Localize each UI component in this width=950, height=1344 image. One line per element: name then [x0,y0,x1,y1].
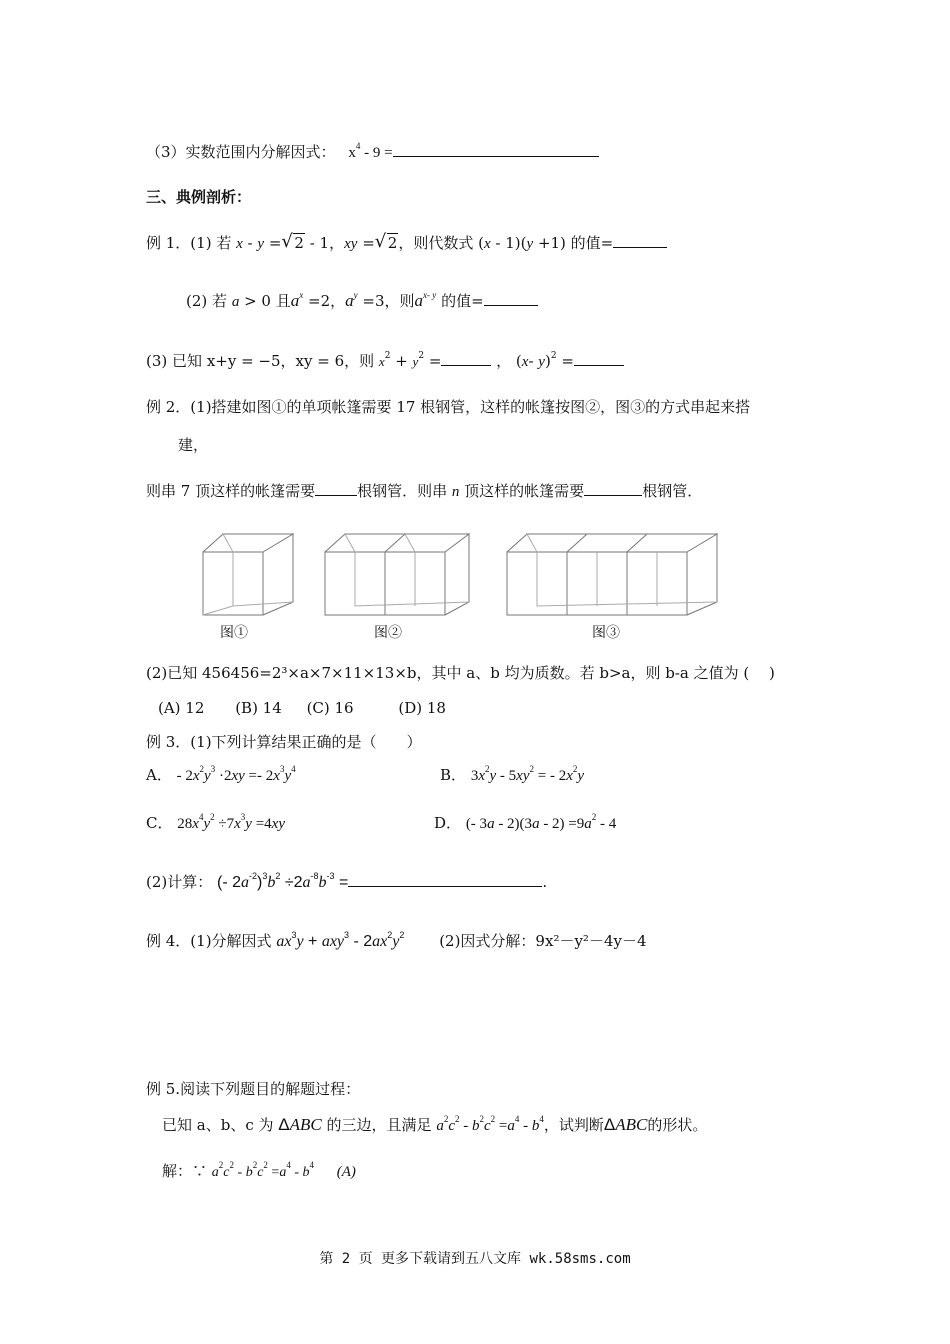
ex1-end: 的值= [570,234,614,252]
ex2-3b: 根钢管．则串 [357,482,448,500]
ex1-2-then: ，则 [384,292,415,310]
ex5-tag: (A) [336,1164,356,1180]
ex3-d-label: D． [434,814,462,832]
ex3-c-label: C． [146,814,173,832]
ex1-2-and: 且 [275,292,291,310]
ex5-line: 例 5.阅读下列题目的解题过程： [146,1080,361,1098]
ex1-2-end: 的值= [441,292,484,310]
option-b: (B) 14 [235,699,282,717]
ex2-options [158,697,446,719]
q3-line: （3）实数范围内分解因式： $x^4 - 9$ = [146,141,599,164]
ex2-line3 [146,480,702,503]
ex3-option-b: B． $3x^2y - 5xy^2$ = - $2x^2y$ [440,764,585,784]
section-heading: 三、典例剖析： [146,188,252,206]
page-footer: 第 2 页 更多下载请到五八文库 wk.58sms.com [319,1251,631,1267]
ex3-option-a: A． - $2x^2y^3 \cdot 2xy =- 2x^3y^4$ [146,764,296,784]
ex4-a: 例 4．(1)分解因式 [146,932,272,950]
ex3-line: 例 3．(1)下列计算结果正确的是（ ） [146,733,422,751]
ex1-part3: (3) 已知 x+y = −5，xy = 6，则 $x^2 + y^2$ = ， (x- y)$^2$ = [146,350,624,373]
answer-blank [584,480,642,496]
ex3-option-c: C． $28x^4y^2 \div 7x^3y =4xy$ [146,812,285,832]
ex2-3c: n [451,484,460,500]
ex1-label: 例 1．(1) 若 [146,234,232,252]
ex1-2-start: (2) 若 [186,292,228,310]
ex4-line: 例 4．(1)分解因式 $ax^3y + axy^3 - 2ax^2y^2$ (2)因式分解：9x²－y²－4y－4 [146,929,647,950]
ex2-2-text: (2)已知 456456=2³×a×7×11×13×b，其中 a、b 均为质数。若 b>a，则 b-a 之值为 [146,664,739,682]
option-a: (A) 12 [158,699,205,717]
answer-blank [484,290,538,306]
ex5-given: 已知 a、b、c 为 ΔABC 的三边，且满足 $a^2c^2 - b^2c^2 =a^4 - b^4$，试判断ΔABC的形状。 [162,1114,708,1134]
answer-blank [613,232,667,248]
ex3-a-label: A． [146,766,172,784]
ex2-2-paren: ( ) [743,664,775,682]
fig3-caption: 图③ [592,625,620,641]
answer-blank [393,141,599,157]
ex1-part2: (2) 若 a > 0 且$a^x =2$，$a^y =3$，则$a^{x- y}$ 的值= [186,290,538,313]
answer-blank [348,871,542,887]
ex3-part2: (2)计算： (- $2a^{-2})^3b^2 \div 2a^{-8}b^{-3}$ = . [146,870,548,891]
ex2-3a: 则串 7 顶这样的帐篷需要 [146,482,316,500]
ex5-d: 的形状。 [647,1116,708,1134]
ex5-a: 已知 a、b、c 为 [162,1116,274,1134]
ex3-option-d: D． (- $3a - 2)(3a - 2) =9a^2 - 4$ [434,812,617,832]
ex5-sol-label: 解：∵ [162,1162,208,1180]
ex2-3e: 根钢管． [642,482,703,500]
ex5-b: 的三边，且满足 [326,1116,432,1134]
option-c: (C) 16 [306,699,354,717]
ex1-3-start: (3) 已知 [146,352,203,370]
answer-blank [574,350,624,366]
fig2-caption: 图② [374,625,402,641]
ex2-line1: 例 2．(1)搭建如图①的单项帐篷需要 17 根钢管，这样的帐篷按图②，图③的方式串起来搭 [146,398,751,416]
option-d: (D) 18 [398,699,446,717]
q3-text: （3）实数范围内分解因式： [146,143,336,161]
ex3-b-label: B． [440,766,467,784]
ex2-3d: 顶这样的帐篷需要 [464,482,585,500]
ex2-part2 [146,662,775,684]
tent-figures [195,530,725,620]
ex2-line2: 建， [178,436,209,454]
answer-blank [315,480,357,496]
ex1-mid: ，则代数式 [398,234,474,252]
fig1-caption: 图① [220,625,248,641]
ex1-part1: 例 1．(1) 若 x - y =√ 2 - 1，xy =√ 2，则代数式 (x - 1)(y +1) 的值= [146,232,667,255]
ex5-c: ，试判断 [543,1116,604,1134]
tent1-top [203,534,293,552]
ex4-b: (2)因式分解：9x²－y²－4y－4 [439,932,647,950]
answer-blank [441,350,491,366]
ex5-solution: 解：∵ $a^2c^2 - b^2c^2 =a^4 - b^4$ (A) [162,1160,356,1180]
ex3-2-label: (2)计算： [146,873,213,891]
ex1-3-cond: x+y = −5，xy = 6，则 [206,352,375,370]
